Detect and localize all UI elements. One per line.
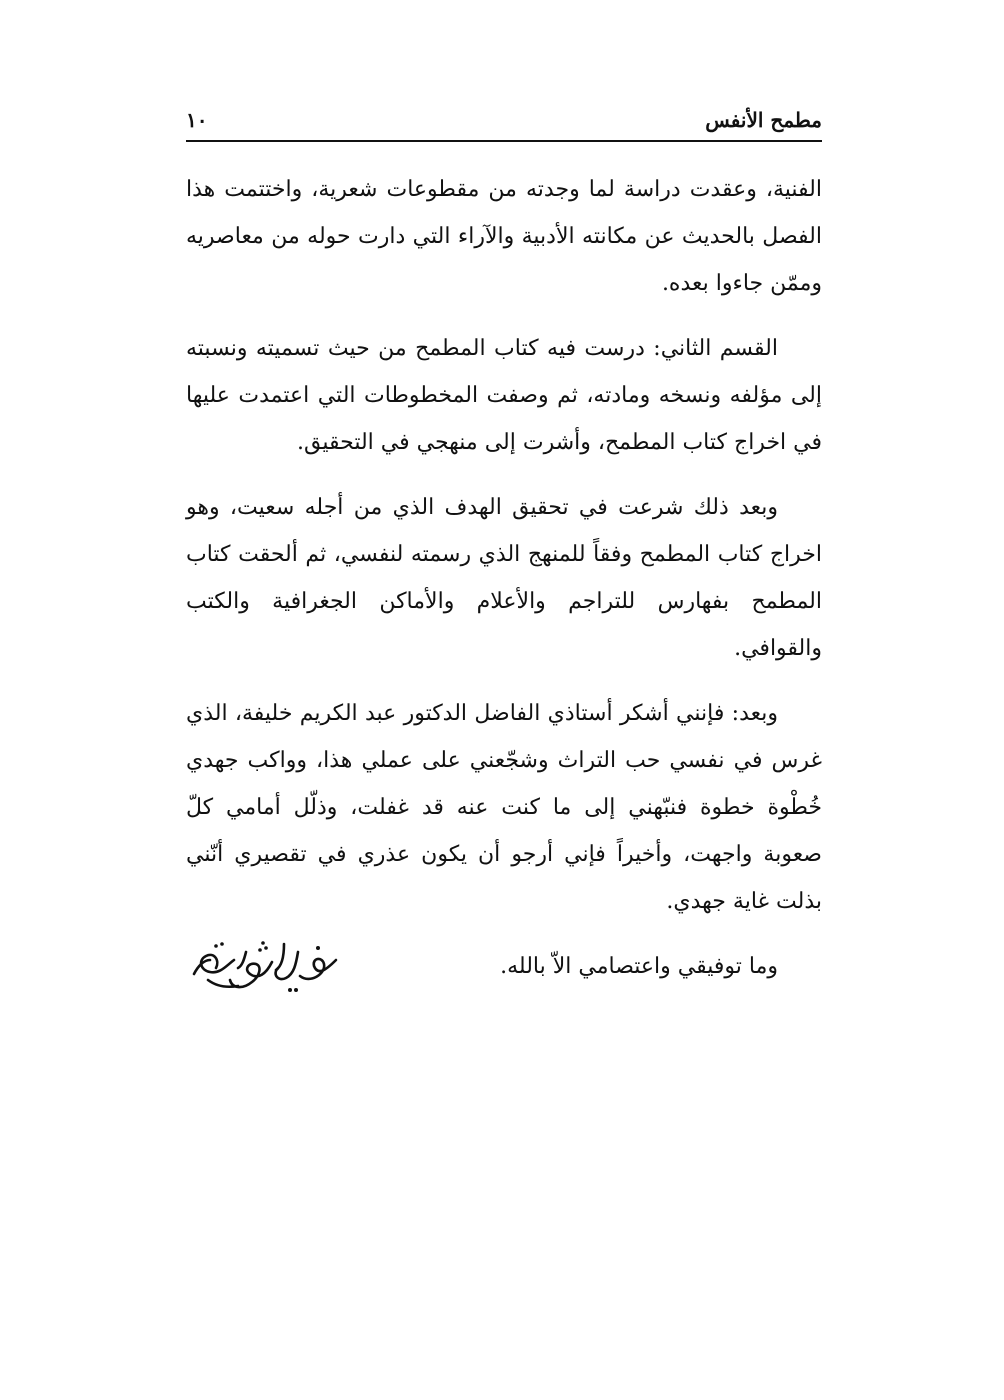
body-text: [186, 166, 822, 990]
running-head: [186, 104, 822, 140]
handwritten-signature: [186, 930, 346, 1000]
book-title: مطمح الأنفس: [705, 108, 822, 132]
paragraph-2: القسم الثاني: درست فيه كتاب المطمح من حيث تسميته ونسبته إلى مؤلفه ونسخه ومادته، ثم وصفت المخطوطات التي اعتمدت عليها في اخراج كتاب المطمح، وأشرت إلى منهجي في التحقيق.: [186, 336, 822, 455]
paragraph-4: وبعد: فإنني أشكر أستاذي الفاضل الدكتور عبد الكريم خليفة، الذي غرس في نفسي حب التراث وشجّعني على عملي هذا، وواكب جهدي خُطْوة خطوة فنبّهني إلى ما كنت عنه قد غفلت، وذلّل أمامي كلّ صعوبة واجهت، وأخيراً فإني أرجو أن يكون عذري في تقصيري أنّني بذلت غاية جهدي.: [186, 701, 823, 914]
closing-line: وما توفيقي واعتصامي الاّ بالله.: [500, 954, 778, 979]
page-number: ١٠: [186, 108, 208, 132]
header-rule: [186, 140, 822, 142]
paragraph-1: الفنية، وعقدت دراسة لما وجدته من مقطوعات شعرية، واختتمت هذا الفصل بالحديث عن مكانته الأدبية والآراء التي دارت حوله من معاصريه وممّن جاءوا بعده.: [186, 177, 822, 296]
paragraph-3: وبعد ذلك شرعت في تحقيق الهدف الذي من أجله سعيت، وهو اخراج كتاب المطمح وفقاً للمنهج الذي رسمته لنفسي، ثم ألحقت كتاب المطمح بفهارس للتراجم والأعلام والأماكن الجغرافية والكتب والقوافي.: [186, 495, 822, 661]
